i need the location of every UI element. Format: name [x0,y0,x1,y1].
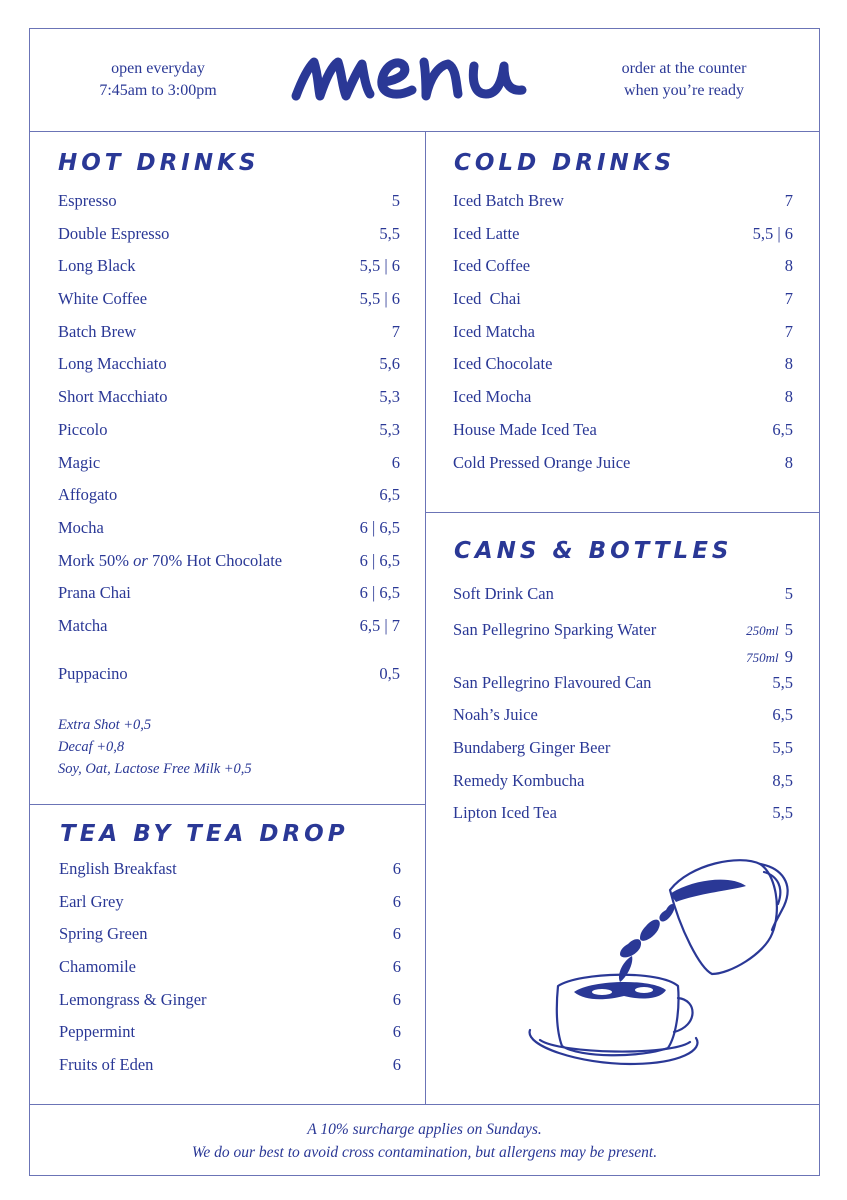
list-item: Mocha 6 | 6,5 [58,517,400,537]
list-item: White Coffee 5,5 | 6 [58,289,400,309]
list-item: Magic 6 [58,452,400,472]
list-item: Iced Mocha 8 [453,387,793,407]
list-item: English Breakfast 6 [59,859,401,878]
menu-title: menu [288,40,291,41]
list-item: Iced Coffee 8 [453,256,793,276]
list-item: Peppermint 6 [59,1022,401,1042]
list-item: Long Macchiato 5,6 [58,354,400,374]
list-item: Espresso 5 [58,191,400,210]
size-price-250: 250ml 5 [746,619,793,639]
list-item: Affogato 6,5 [58,485,400,505]
opening-hours-line2: 7:45am to 3:00pm [99,82,217,99]
opening-hours [48,58,268,102]
list-item: Iced Batch Brew 7 [453,191,793,210]
divider-center [425,131,426,1104]
list-item-hot-chocolate: Mork 50% or 70% Hot Chocolate 6 | 6,5 [58,550,400,570]
list-item: Iced Matcha 7 [453,321,793,341]
list-item: Noah’s Juice 6,5 [453,705,793,725]
extras-list [58,714,252,780]
list-item: Lipton Iced Tea 5,5 [453,803,793,823]
cans-bottles-list [453,584,793,836]
list-item: Iced Chocolate 8 [453,354,793,374]
cold-drinks-list [453,191,793,485]
menu-logo [288,40,548,110]
extra-item: Extra Shot +0,5 [58,717,152,733]
divider-right [425,512,819,513]
divider-left [30,804,425,805]
list-item-san-pellegrino-water: San Pellegrino Sparking Water 250ml 5 750ml 9 [453,617,793,673]
list-item: San Pellegrino Flavoured Can 5,5 [453,672,793,692]
list-item: Batch Brew 7 [58,321,400,341]
list-item: Remedy Kombucha 8,5 [453,770,793,790]
footer-notes [30,1118,819,1164]
order-note [574,58,794,102]
list-item: Short Macchiato 5,3 [58,387,400,407]
puppacino-list [58,664,400,697]
list-item: Earl Grey 6 [59,891,401,911]
list-item: Chamomile 6 [59,957,401,977]
list-item: Piccolo 5,3 [58,419,400,439]
order-note-line2: when you’re ready [624,82,744,99]
list-item: Fruits of Eden 6 [59,1055,401,1075]
size-price-750: 750ml 9 [746,646,793,666]
list-item: Iced Latte 5,5 | 6 [453,223,793,243]
list-item: Iced Chai 7 [453,289,793,309]
list-item: Prana Chai 6 | 6,5 [58,583,400,603]
list-item: Bundaberg Ginger Beer 5,5 [453,738,793,758]
list-item-puppacino: Puppacino 0,5 [58,664,400,683]
hot-drinks-title: HOT DRINKS [58,150,260,176]
tea-list [59,859,401,1088]
list-item: Cold Pressed Orange Juice 8 [453,452,793,472]
tea-title: TEA BY TEA DROP [60,821,349,847]
list-item: Long Black 5,5 | 6 [58,256,400,276]
list-item: Lemongrass & Ginger 6 [59,989,401,1009]
coffee-pour-illustration [520,850,800,1080]
extra-item: Decaf +0,8 [58,739,125,755]
allergen-note: We do our best to avoid cross contamination, but allergens may be present. [191,1144,658,1161]
list-item: Matcha 6,5 | 7 [58,615,400,635]
list-item: House Made Iced Tea 6,5 [453,419,793,439]
list-item: Double Espresso 5,5 [58,223,400,243]
list-item: Spring Green 6 [59,924,401,944]
cold-drinks-title: COLD DRINKS [454,150,676,176]
divider-footer [30,1104,819,1105]
opening-hours-line1: open everyday [111,60,205,77]
list-item: Soft Drink Can 5 [453,584,793,603]
cans-bottles-title: CANS & BOTTLES [454,538,733,564]
extra-item: Soy, Oat, Lactose Free Milk +0,5 [58,761,252,777]
hot-drinks-list [58,191,400,649]
surcharge-note: A 10% surcharge applies on Sundays. [307,1121,542,1138]
order-note-line1: order at the counter [621,60,747,77]
